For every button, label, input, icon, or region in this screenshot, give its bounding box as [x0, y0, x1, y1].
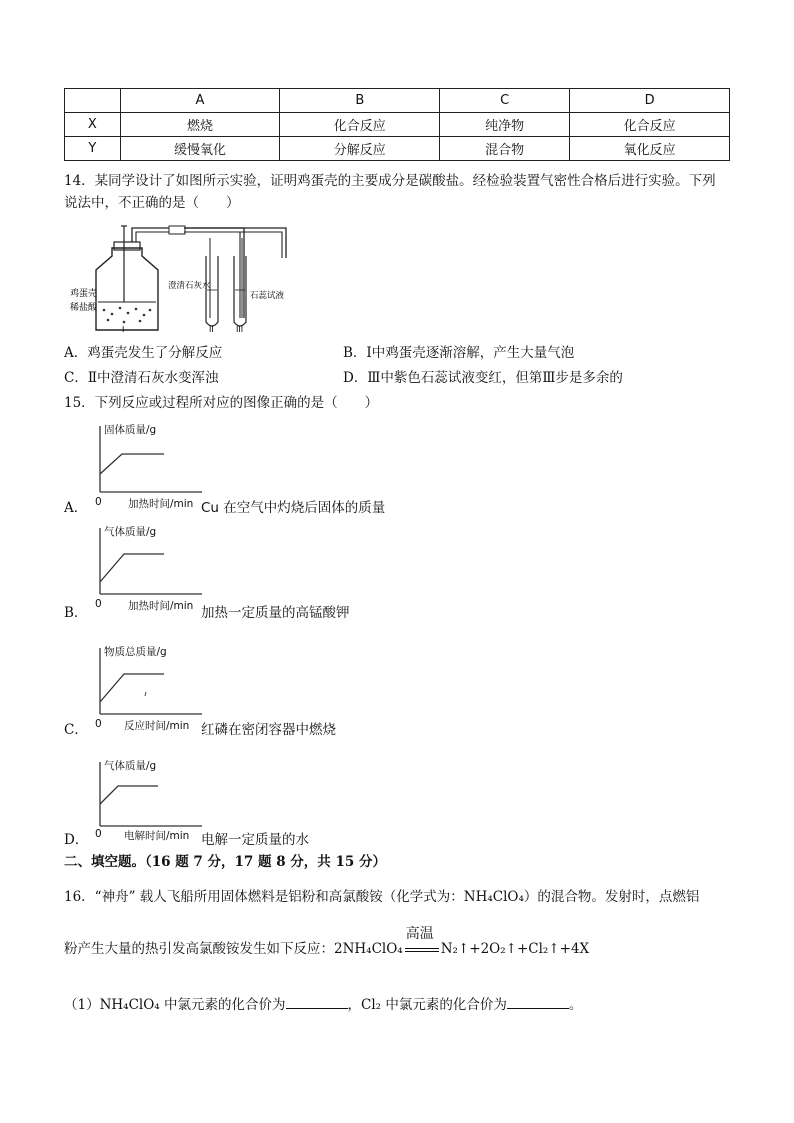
q16-sub1	[64, 994, 582, 1014]
q14-option-a: A．鸡蛋壳发生了分解反应	[64, 345, 223, 361]
graph-axes	[98, 756, 208, 838]
q16-line1-part-b: ）的混合物。发射时，点燃铝	[523, 889, 700, 905]
label-acid: 稀盐酸	[70, 303, 98, 313]
graph-zero: 0	[95, 598, 102, 610]
q14-stem-line2: 说法中，不正确的是（ ）	[64, 195, 240, 211]
graph-zero: 0	[95, 828, 102, 840]
table-cell: 燃烧	[120, 113, 280, 137]
graph-ylabel: 物质总质量/g	[104, 646, 167, 658]
graph-xlabel: 加热时间/min	[128, 600, 194, 612]
graph-c-letter: C．	[64, 722, 88, 738]
table-row	[65, 137, 730, 161]
graph-d	[95, 756, 208, 842]
label-III: III	[236, 325, 244, 334]
equation-rhs: N₂↑+2O₂↑+Cl₂↑+4X	[440, 941, 590, 957]
equation-condition: 高温	[405, 926, 434, 942]
graph-ylabel: 固体质量/g	[104, 424, 157, 436]
graph-d-caption: 电解一定质量的水	[201, 832, 309, 848]
graph-ylabel: 气体质量/g	[104, 760, 157, 772]
label-I: I	[122, 325, 125, 334]
options-table	[64, 88, 730, 161]
table-header-cell	[65, 89, 121, 113]
table-header-cell: D	[570, 89, 730, 113]
graph-ylabel: 气体质量/g	[104, 526, 157, 538]
label-litmus: 石蕊试液	[250, 291, 285, 301]
equation-lhs: 2NH₄ClO₄	[334, 941, 403, 957]
graph-curve	[100, 674, 164, 702]
graph-a-caption: Cu 在空气中灼烧后固体的质量	[201, 500, 386, 516]
q16-sub1-part-a: （1）NH₄ClO₄ 中氯元素的化合价为	[64, 997, 286, 1013]
answer-blank-1[interactable]	[286, 994, 348, 1009]
table-cell: 化合反应	[280, 113, 440, 137]
graph-curve	[100, 786, 158, 804]
graph-axes	[98, 522, 208, 604]
label-II: II	[209, 325, 214, 334]
label-limewater: 澄清石灰水	[168, 281, 211, 291]
table-header-cell: B	[280, 89, 440, 113]
graph-axes	[98, 420, 208, 502]
q14-option-d: D．Ⅲ中紫色石蕊试液变红，但第Ⅲ步是多余的	[343, 370, 623, 386]
q14-stem-line1: 14．某同学设计了如图所示实验，证明鸡蛋壳的主要成分是碳酸盐。经检验装置气密性合格后进行实验。下列	[64, 173, 716, 189]
q16-line2	[64, 926, 590, 958]
table-header-row	[65, 89, 730, 113]
q14-option-c: C．Ⅱ中澄清石灰水变浑浊	[64, 370, 219, 386]
apparatus-figure	[64, 218, 314, 336]
q14-option-b: B．Ⅰ中鸡蛋壳逐渐溶解，产生大量气泡	[343, 345, 575, 361]
graph-curve	[100, 454, 164, 474]
table-cell: 分解反应	[280, 137, 440, 161]
graph-zero: 0	[95, 718, 102, 730]
table-header-cell: A	[120, 89, 280, 113]
q16-line1-part-a: 16．“神舟” 载人飞船所用固体燃料是铝粉和高氯酸铵（化学式为：	[64, 889, 464, 905]
graph-c-caption: 红磷在密闭容器中燃烧	[201, 722, 336, 738]
graph-curve	[100, 554, 164, 582]
table-row	[65, 113, 730, 137]
section-heading: 二、填空题。（16 题 7 分，17 题 8 分，共 15 分）	[64, 854, 386, 870]
table-cell: Y	[65, 137, 121, 161]
graph-xlabel: 电解时间/min	[124, 830, 190, 842]
table-cell: X	[65, 113, 121, 137]
q16-sub1-part-b: ，Cl₂ 中氯元素的化合价为	[347, 997, 507, 1013]
graph-d-letter: D．	[64, 832, 89, 848]
graph-axes	[98, 642, 208, 724]
graph-b-letter: B．	[64, 605, 88, 621]
table-cell: 混合物	[440, 137, 570, 161]
table-cell: 纯净物	[440, 113, 570, 137]
graph-xlabel: 加热时间/min	[128, 498, 194, 510]
q15-stem: 15．下列反应或过程所对应的图像正确的是（ ）	[64, 395, 379, 411]
answer-blank-2[interactable]	[507, 994, 569, 1009]
table-cell: 氧化反应	[570, 137, 730, 161]
graph-a-letter: A．	[64, 500, 88, 516]
q16-formula: NH₄ClO₄	[463, 889, 524, 905]
table-cell: 缓慢氧化	[120, 137, 280, 161]
equation-arrow	[403, 926, 441, 958]
q16-line2-text: 粉产生大量的热引发高氯酸铵发生如下反应：	[64, 941, 334, 957]
graph-b	[95, 522, 208, 612]
graph-zero: 0	[95, 496, 102, 508]
table-cell: 化合反应	[570, 113, 730, 137]
label-egg: 鸡蛋壳	[70, 289, 98, 299]
graph-xlabel: 反应时间/min	[124, 720, 190, 732]
table-header-cell: C	[440, 89, 570, 113]
graph-a	[95, 420, 208, 510]
graph-c	[95, 642, 208, 732]
graph-b-caption: 加热一定质量的高锰酸钾	[201, 605, 350, 621]
q16-sub1-part-c: 。	[568, 997, 583, 1013]
q16-line1	[64, 888, 699, 906]
